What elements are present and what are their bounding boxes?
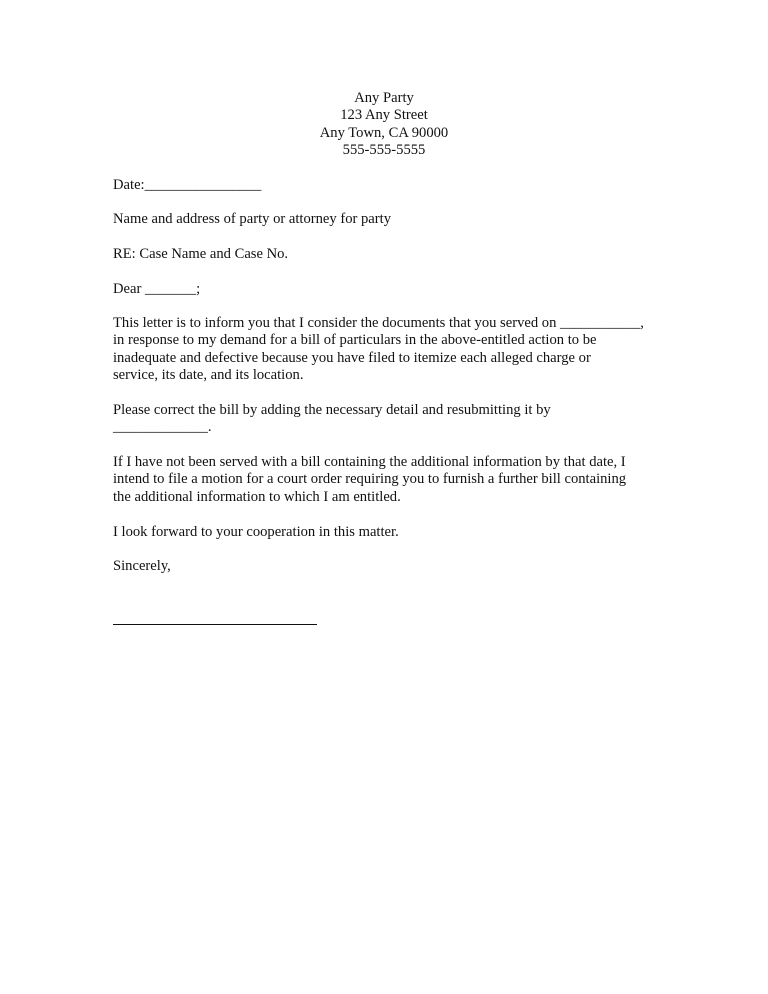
sender-phone: 555-555-5555: [342, 142, 426, 159]
sender-street: 123 Any Street: [340, 107, 428, 124]
paragraph-line: in response to my demand for a bill of particulars in the above-entitled action to be: [113, 332, 597, 349]
paragraph-2: [113, 402, 673, 437]
date-line: Date:________________: [113, 177, 262, 193]
recipient-line: Name and address of party or attorney for party: [113, 211, 391, 227]
paragraph-line: intend to file a motion for a court order requiring you to furnish a further bill containing: [113, 471, 627, 488]
paragraph-line: This letter is to inform you that I consider the documents that you served on ___________,: [113, 315, 644, 331]
salutation: Dear _______;: [113, 281, 201, 297]
paragraph-line: Please correct the bill by adding the necessary detail and resubmitting it by: [113, 402, 551, 418]
letterhead: [0, 90, 768, 160]
sender-city: Any Town, CA 90000: [319, 124, 449, 141]
paragraph-line: inadequate and defective because you have filed to itemize each alleged charge or: [113, 349, 591, 366]
paragraph-line: service, its date, and its location.: [113, 367, 304, 384]
paragraph-line: the additional information to which I am entitled.: [113, 488, 401, 505]
paragraph-line: _____________.: [113, 419, 212, 436]
paragraph-1: [113, 315, 673, 385]
closing: Sincerely,: [113, 558, 171, 574]
re-line: RE: Case Name and Case No.: [113, 246, 289, 262]
signature-line: [113, 624, 317, 625]
closing-remark: I look forward to your cooperation in this matter.: [113, 524, 399, 540]
paragraph-line: If I have not been served with a bill containing the additional information by that date, I: [113, 454, 626, 470]
sender-name: Any Party: [354, 90, 414, 106]
paragraph-3: [113, 454, 673, 506]
